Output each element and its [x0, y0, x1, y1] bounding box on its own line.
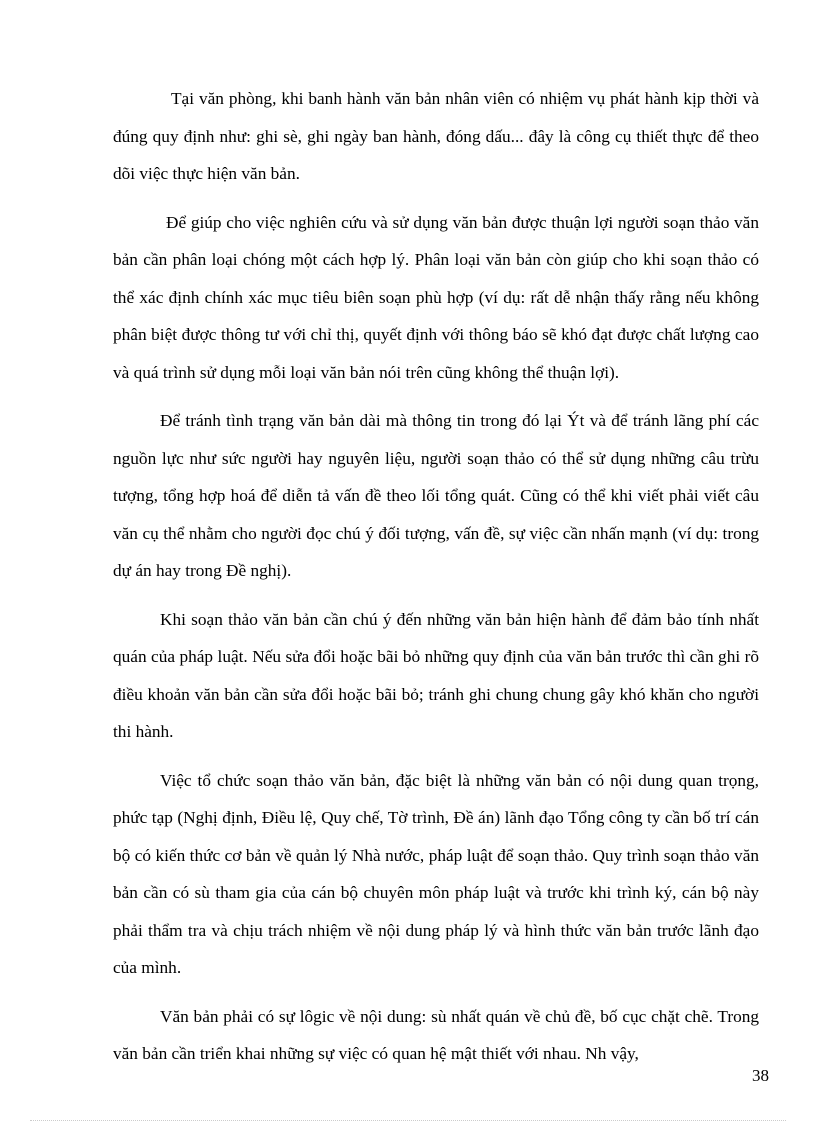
page-bottom-divider	[30, 1120, 786, 1121]
body-text	[113, 80, 759, 1084]
paragraph: Để tránh tình trạng văn bản dài mà thông tin trong đó lại Ýt và để tránh lãng phí các nguồn lực như sức người hay nguyên liệu, người soạn thảo có thể sử dụng những câu trừu tượng, tổng hợp hoá để diễn tả vấn đề theo lối tổng quát. Cũng có thể khi viết phải viết câu văn cụ thể nhằm cho người đọc chú ý đối tượng, vấn đề, sự việc cần nhấn mạnh (ví dụ: trong dự án hay trong Đề nghị).	[113, 411, 759, 580]
paragraph: Khi soạn thảo văn bản cần chú ý đến những văn bản hiện hành để đảm bảo tính nhất quán của pháp luật. Nếu sửa đổi hoặc bãi bỏ những quy định của văn bản trước thì cần ghi rõ điều khoản văn bản cần sửa đổi hoặc bãi bỏ; tránh ghi chung chung gây khó khăn cho người thi hành.	[113, 609, 759, 741]
paragraph: Tại văn phòng, khi banh hành văn bản nhân viên có nhiệm vụ phát hành kịp thời và đúng quy định như: ghi sè, ghi ngày ban hành, đóng dấu... đây là công cụ thiết thực để theo dõi việc thực hiện văn bản.	[113, 89, 759, 183]
page-number: 38	[752, 1066, 769, 1085]
paragraph: Văn bản phải có sự lôgic về nội dung: sù nhất quán về chủ đề, bố cục chặt chẽ. Trong văn bản cần triển khai những sự việc có quan hệ mật thiết với nhau. Nh vậy,	[113, 1006, 759, 1063]
paragraph: Để giúp cho việc nghiên cứu và sử dụng văn bản được thuận lợi người soạn thảo văn bản cần phân loại chóng một cách hợp lý. Phân loại văn bản còn giúp cho khi soạn thảo có thể xác định chính xác mục tiêu biên soạn phù hợp (ví dụ: rất dễ nhận thấy rằng nếu không phân biệt được thông tư với chỉ thị, quyết định với thông báo sẽ khó đạt được chất lượng cao và quá trình sử dụng mỗi loại văn bản nói trên cũng không thể thuận lợi).	[113, 212, 759, 382]
paragraph: Việc tổ chức soạn thảo văn bản, đặc biệt là những văn bản có nội dung quan trọng, phức tạp (Nghị định, Điều lệ, Quy chế, Tờ trình, Đề án) lãnh đạo Tổng công ty cần bố trí cán bộ có kiến thức cơ bản về quản lý Nhà nước, pháp luật để soạn thảo. Quy trình soạn thảo văn bản cần có sù tham gia của cán bộ chuyên môn pháp luật và trước khi trình ký, cán bộ này phải thẩm tra và chịu trách nhiệm về nội dung pháp lý và hình thức văn bản trước lãnh đạo của mình.	[113, 770, 759, 977]
